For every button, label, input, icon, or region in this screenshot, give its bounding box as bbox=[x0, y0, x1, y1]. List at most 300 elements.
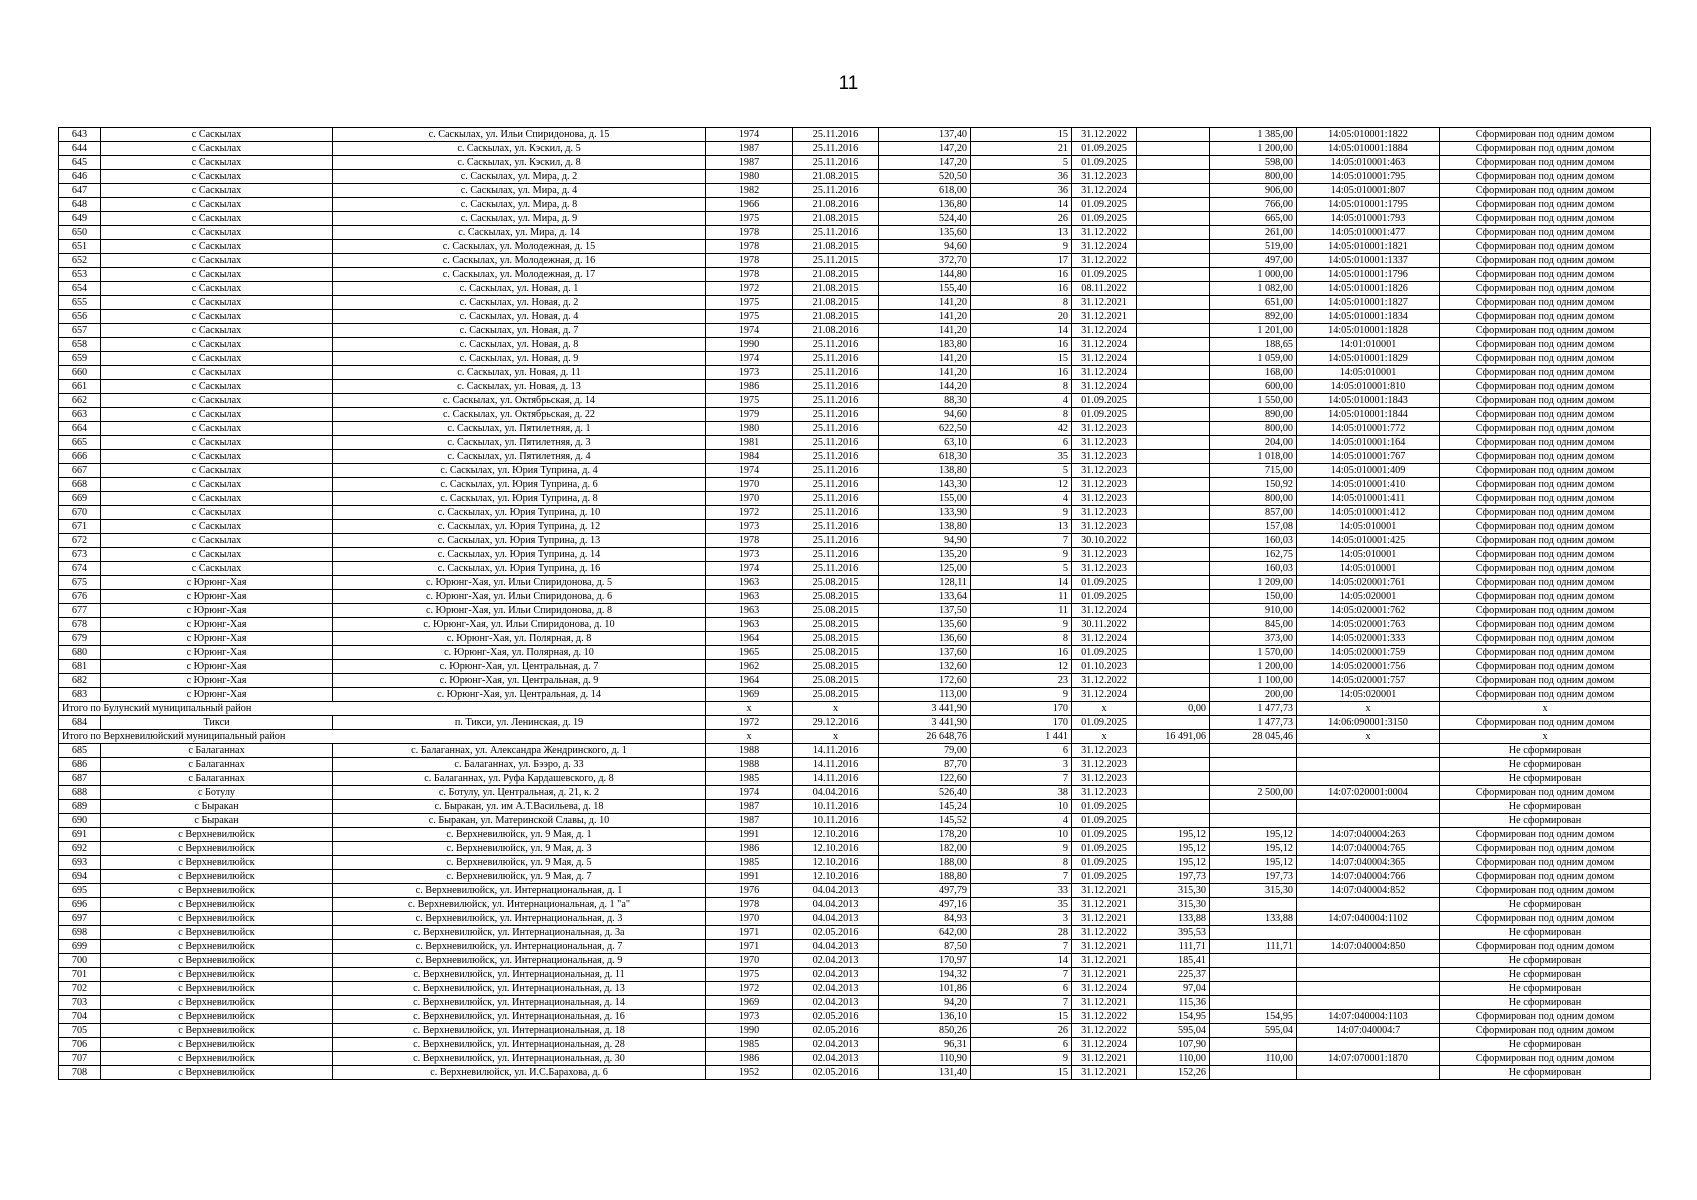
row-number-cell: 644 bbox=[59, 142, 101, 156]
land-area-cell: 1 059,00 bbox=[1210, 352, 1297, 366]
address-cell: с. Саскылах, ул. Новая, д. 13 bbox=[333, 380, 706, 394]
address-cell: с. Верхневилюйск, ул. Интернациональная, д. 14 bbox=[333, 996, 706, 1010]
land-status-cell: Сформирован под одним домом bbox=[1440, 198, 1651, 212]
area-cell: 145,52 bbox=[879, 814, 971, 828]
table-row bbox=[59, 1010, 1651, 1024]
subtotal-residents-cell: 1 441 bbox=[971, 730, 1072, 744]
settlement-cell: с Верхневилюйск bbox=[101, 912, 333, 926]
cost-a-cell bbox=[1137, 450, 1210, 464]
recognition-date-cell: 25.11.2016 bbox=[793, 492, 879, 506]
area-cell: 138,80 bbox=[879, 520, 971, 534]
table-row bbox=[59, 338, 1651, 352]
cost-a-cell bbox=[1137, 478, 1210, 492]
construction-year-cell: 1990 bbox=[706, 1024, 793, 1038]
construction-year-cell: 1974 bbox=[706, 128, 793, 142]
table-row bbox=[59, 772, 1651, 786]
settlement-cell: с Балаганнах bbox=[101, 758, 333, 772]
residents-cell: 14 bbox=[971, 324, 1072, 338]
recognition-date-cell: 25.11.2016 bbox=[793, 562, 879, 576]
land-area-cell: 160,03 bbox=[1210, 534, 1297, 548]
cost-a-cell bbox=[1137, 156, 1210, 170]
land-status-cell: Сформирован под одним домом bbox=[1440, 912, 1651, 926]
settlement-cell: с Верхневилюйск bbox=[101, 856, 333, 870]
area-cell: 155,00 bbox=[879, 492, 971, 506]
row-number-cell: 645 bbox=[59, 156, 101, 170]
recognition-date-cell: 29.12.2016 bbox=[793, 716, 879, 730]
land-status-cell: Сформирован под одним домом bbox=[1440, 282, 1651, 296]
relocation-deadline-cell: 31.12.2023 bbox=[1072, 422, 1137, 436]
area-cell: 87,70 bbox=[879, 758, 971, 772]
settlement-cell: с Саскылах bbox=[101, 184, 333, 198]
cost-a-cell bbox=[1137, 170, 1210, 184]
address-cell: с. Верхневилюйск, ул. Интернациональная, д. 28 bbox=[333, 1038, 706, 1052]
land-area-cell: 766,00 bbox=[1210, 198, 1297, 212]
cost-a-cell bbox=[1137, 590, 1210, 604]
residents-cell: 4 bbox=[971, 814, 1072, 828]
construction-year-cell: 1974 bbox=[706, 786, 793, 800]
address-cell: с. Верхневилюйск, ул. Интернациональная, д. 16 bbox=[333, 1010, 706, 1024]
land-area-cell bbox=[1210, 1066, 1297, 1080]
subtotal-row-verkhnevilyuysky bbox=[59, 730, 1651, 744]
relocation-deadline-cell: 31.12.2021 bbox=[1072, 310, 1137, 324]
construction-year-cell: 1978 bbox=[706, 268, 793, 282]
address-cell: с. Верхневилюйск, ул. Интернациональная, д. 13 bbox=[333, 982, 706, 996]
settlement-cell: с Саскылах bbox=[101, 380, 333, 394]
cost-a-cell: 111,71 bbox=[1137, 940, 1210, 954]
land-area-cell: 665,00 bbox=[1210, 212, 1297, 226]
settlement-cell: с Балаганнах bbox=[101, 772, 333, 786]
construction-year-cell: 1972 bbox=[706, 506, 793, 520]
row-number-cell: 653 bbox=[59, 268, 101, 282]
cost-a-cell: 225,37 bbox=[1137, 968, 1210, 982]
construction-year-cell: 1973 bbox=[706, 520, 793, 534]
relocation-deadline-cell: 31.12.2022 bbox=[1072, 674, 1137, 688]
table-row bbox=[59, 324, 1651, 338]
residents-cell: 13 bbox=[971, 520, 1072, 534]
land-status-cell: Сформирован под одним домом bbox=[1440, 450, 1651, 464]
table-row bbox=[59, 520, 1651, 534]
row-number-cell: 654 bbox=[59, 282, 101, 296]
residents-cell: 35 bbox=[971, 450, 1072, 464]
cost-a-cell: 395,53 bbox=[1137, 926, 1210, 940]
cost-a-cell bbox=[1137, 254, 1210, 268]
land-status-cell: Сформирован под одним домом bbox=[1440, 1052, 1651, 1066]
construction-year-cell: 1976 bbox=[706, 884, 793, 898]
recognition-date-cell: 02.05.2016 bbox=[793, 1066, 879, 1080]
address-cell: с. Саскылах, ул. Новая, д. 4 bbox=[333, 310, 706, 324]
area-cell: 172,60 bbox=[879, 674, 971, 688]
row-number-cell: 663 bbox=[59, 408, 101, 422]
recognition-date-cell: 02.05.2016 bbox=[793, 926, 879, 940]
residents-cell: 8 bbox=[971, 296, 1072, 310]
row-number-cell: 691 bbox=[59, 828, 101, 842]
relocation-deadline-cell: 31.12.2024 bbox=[1072, 632, 1137, 646]
cost-a-cell bbox=[1137, 366, 1210, 380]
subtotal-residents-cell: 170 bbox=[971, 702, 1072, 716]
cadastral-number-cell: 14:07:040004:852 bbox=[1297, 884, 1440, 898]
recognition-date-cell: 25.08.2015 bbox=[793, 632, 879, 646]
relocation-deadline-cell: 31.12.2021 bbox=[1072, 954, 1137, 968]
land-area-cell bbox=[1210, 814, 1297, 828]
residents-cell: 6 bbox=[971, 1038, 1072, 1052]
subtotal-cost-a-cell: 16 491,06 bbox=[1137, 730, 1210, 744]
address-cell: с. Саскылах, ул. Мира, д. 2 bbox=[333, 170, 706, 184]
land-status-cell: Сформирован под одним домом bbox=[1440, 128, 1651, 142]
construction-year-cell: 1985 bbox=[706, 772, 793, 786]
cadastral-number-cell: 14:07:040004:765 bbox=[1297, 842, 1440, 856]
land-status-cell: Сформирован под одним домом bbox=[1440, 576, 1651, 590]
land-area-cell: 595,04 bbox=[1210, 1024, 1297, 1038]
area-cell: 141,20 bbox=[879, 296, 971, 310]
residents-cell: 14 bbox=[971, 954, 1072, 968]
area-cell: 94,90 bbox=[879, 534, 971, 548]
land-status-cell: Сформирован под одним домом bbox=[1440, 422, 1651, 436]
area-cell: 122,60 bbox=[879, 772, 971, 786]
relocation-deadline-cell: 31.12.2023 bbox=[1072, 548, 1137, 562]
construction-year-cell: 1987 bbox=[706, 814, 793, 828]
cadastral-number-cell: 14:05:010001:1337 bbox=[1297, 254, 1440, 268]
address-cell: с. Саскылах, ул. Мира, д. 4 bbox=[333, 184, 706, 198]
recognition-date-cell: 14.11.2016 bbox=[793, 772, 879, 786]
relocation-deadline-cell: 01.09.2025 bbox=[1072, 870, 1137, 884]
recognition-date-cell: 25.08.2015 bbox=[793, 688, 879, 702]
address-cell: с. Саскылах, ул. Юрия Туприна, д. 10 bbox=[333, 506, 706, 520]
area-cell: 520,50 bbox=[879, 170, 971, 184]
table-row bbox=[59, 954, 1651, 968]
settlement-cell: с Саскылах bbox=[101, 324, 333, 338]
cost-a-cell bbox=[1137, 296, 1210, 310]
area-cell: 94,60 bbox=[879, 240, 971, 254]
relocation-deadline-cell: 31.12.2022 bbox=[1072, 226, 1137, 240]
cadastral-number-cell: 14:05:010001:410 bbox=[1297, 478, 1440, 492]
cadastral-number-cell: 14:05:010001:1844 bbox=[1297, 408, 1440, 422]
area-cell: 188,80 bbox=[879, 870, 971, 884]
area-cell: 188,00 bbox=[879, 856, 971, 870]
area-cell: 137,60 bbox=[879, 646, 971, 660]
row-number-cell: 690 bbox=[59, 814, 101, 828]
address-cell: с. Саскылах, ул. Молодежная, д. 16 bbox=[333, 254, 706, 268]
subtotal-cost-a-cell: 0,00 bbox=[1137, 702, 1210, 716]
address-cell: с. Юрюнг-Хая, ул. Ильи Спиридонова, д. 5 bbox=[333, 576, 706, 590]
land-area-cell: 1 018,00 bbox=[1210, 450, 1297, 464]
recognition-date-cell: 12.10.2016 bbox=[793, 828, 879, 842]
subtotal-land-status-cell: х bbox=[1440, 730, 1651, 744]
table-row bbox=[59, 982, 1651, 996]
cost-a-cell bbox=[1137, 716, 1210, 730]
settlement-cell: с Саскылах bbox=[101, 352, 333, 366]
relocation-deadline-cell: 31.12.2024 bbox=[1072, 1038, 1137, 1052]
settlement-cell: с Верхневилюйск bbox=[101, 1024, 333, 1038]
residents-cell: 9 bbox=[971, 688, 1072, 702]
relocation-deadline-cell: 31.12.2023 bbox=[1072, 436, 1137, 450]
cadastral-number-cell bbox=[1297, 814, 1440, 828]
land-area-cell: 800,00 bbox=[1210, 492, 1297, 506]
address-cell: с. Верхневилюйск, ул. Интернациональная, д. 1 bbox=[333, 884, 706, 898]
residents-cell: 21 bbox=[971, 142, 1072, 156]
cost-a-cell bbox=[1137, 618, 1210, 632]
area-cell: 136,60 bbox=[879, 632, 971, 646]
cadastral-number-cell: 14:05:010001:409 bbox=[1297, 464, 1440, 478]
row-number-cell: 647 bbox=[59, 184, 101, 198]
land-status-cell: Сформирован под одним домом bbox=[1440, 310, 1651, 324]
recognition-date-cell: 25.11.2016 bbox=[793, 520, 879, 534]
settlement-cell: с Верхневилюйск bbox=[101, 940, 333, 954]
cadastral-number-cell: 14:05:010001:1827 bbox=[1297, 296, 1440, 310]
cadastral-number-cell: 14:05:010001:767 bbox=[1297, 450, 1440, 464]
residents-cell: 36 bbox=[971, 184, 1072, 198]
row-number-cell: 701 bbox=[59, 968, 101, 982]
area-cell: 372,70 bbox=[879, 254, 971, 268]
land-area-cell: 195,12 bbox=[1210, 856, 1297, 870]
table-row bbox=[59, 408, 1651, 422]
subtotal-relocation-deadline-cell: х bbox=[1072, 730, 1137, 744]
row-number-cell: 693 bbox=[59, 856, 101, 870]
area-cell: 88,30 bbox=[879, 394, 971, 408]
settlement-cell: с Верхневилюйск bbox=[101, 954, 333, 968]
address-cell: с. Верхневилюйск, ул. Интернациональная, д. 9 bbox=[333, 954, 706, 968]
cadastral-number-cell: 14:05:010001:807 bbox=[1297, 184, 1440, 198]
area-cell: 618,00 bbox=[879, 184, 971, 198]
area-cell: 144,20 bbox=[879, 380, 971, 394]
settlement-cell: Тикси bbox=[101, 716, 333, 730]
table-row bbox=[59, 604, 1651, 618]
settlement-cell: с Саскылах bbox=[101, 422, 333, 436]
recognition-date-cell: 21.08.2015 bbox=[793, 310, 879, 324]
land-area-cell: 195,12 bbox=[1210, 828, 1297, 842]
table-row bbox=[59, 240, 1651, 254]
cost-a-cell: 133,88 bbox=[1137, 912, 1210, 926]
row-number-cell: 699 bbox=[59, 940, 101, 954]
address-cell: с. Саскылах, ул. Молодежная, д. 15 bbox=[333, 240, 706, 254]
relocation-deadline-cell: 01.09.2025 bbox=[1072, 856, 1137, 870]
area-cell: 96,31 bbox=[879, 1038, 971, 1052]
address-cell: с. Юрюнг-Хая, ул. Ильи Спиридонова, д. 6 bbox=[333, 590, 706, 604]
row-number-cell: 659 bbox=[59, 352, 101, 366]
land-area-cell: 197,73 bbox=[1210, 870, 1297, 884]
relocation-deadline-cell: 31.12.2023 bbox=[1072, 744, 1137, 758]
recognition-date-cell: 25.11.2016 bbox=[793, 436, 879, 450]
cadastral-number-cell: 14:05:020001:333 bbox=[1297, 632, 1440, 646]
construction-year-cell: 1980 bbox=[706, 422, 793, 436]
residents-cell: 7 bbox=[971, 772, 1072, 786]
recognition-date-cell: 25.11.2016 bbox=[793, 128, 879, 142]
page-number: 11 bbox=[838, 73, 859, 94]
construction-year-cell: 1986 bbox=[706, 842, 793, 856]
residents-cell: 12 bbox=[971, 660, 1072, 674]
settlement-cell: с Юрюнг-Хая bbox=[101, 576, 333, 590]
cadastral-number-cell: 14:07:040004:850 bbox=[1297, 940, 1440, 954]
address-cell: с. Саскылах, ул. Октябрьская, д. 22 bbox=[333, 408, 706, 422]
construction-year-cell: 1972 bbox=[706, 282, 793, 296]
area-cell: 141,20 bbox=[879, 352, 971, 366]
address-cell: с. Саскылах, ул. Новая, д. 2 bbox=[333, 296, 706, 310]
area-cell: 526,40 bbox=[879, 786, 971, 800]
area-cell: 618,30 bbox=[879, 450, 971, 464]
address-cell: с. Ботулу, ул. Центральная, д. 21, к. 2 bbox=[333, 786, 706, 800]
address-cell: с. Быракан, ул. Материнской Славы, д. 10 bbox=[333, 814, 706, 828]
recognition-date-cell: 12.10.2016 bbox=[793, 842, 879, 856]
area-cell: 143,30 bbox=[879, 478, 971, 492]
land-status-cell: Сформирован под одним домом bbox=[1440, 646, 1651, 660]
land-area-cell: 315,30 bbox=[1210, 884, 1297, 898]
residents-cell: 26 bbox=[971, 212, 1072, 226]
construction-year-cell: 1973 bbox=[706, 1010, 793, 1024]
address-cell: с. Юрюнг-Хая, ул. Полярная, д. 8 bbox=[333, 632, 706, 646]
cadastral-number-cell: 14:05:020001:756 bbox=[1297, 660, 1440, 674]
address-cell: с. Быракан, ул. им А.Т.Васильева, д. 18 bbox=[333, 800, 706, 814]
table-row bbox=[59, 912, 1651, 926]
cadastral-number-cell: 14:05:010001:1843 bbox=[1297, 394, 1440, 408]
cadastral-number-cell: 14:05:020001:761 bbox=[1297, 576, 1440, 590]
land-area-cell: 200,00 bbox=[1210, 688, 1297, 702]
address-cell: с. Юрюнг-Хая, ул. Полярная, д. 10 bbox=[333, 646, 706, 660]
construction-year-cell: 1970 bbox=[706, 478, 793, 492]
area-cell: 137,40 bbox=[879, 128, 971, 142]
land-area-cell: 160,03 bbox=[1210, 562, 1297, 576]
cost-a-cell bbox=[1137, 758, 1210, 772]
recognition-date-cell: 02.04.2013 bbox=[793, 1038, 879, 1052]
area-cell: 183,80 bbox=[879, 338, 971, 352]
settlement-cell: с Саскылах bbox=[101, 492, 333, 506]
land-status-cell: Сформирован под одним домом bbox=[1440, 296, 1651, 310]
cadastral-number-cell: 14:05:010001:1884 bbox=[1297, 142, 1440, 156]
cadastral-number-cell bbox=[1297, 772, 1440, 786]
land-status-cell: Сформирован под одним домом bbox=[1440, 170, 1651, 184]
address-cell: с. Саскылах, ул. Кэскил, д. 5 bbox=[333, 142, 706, 156]
table-row bbox=[59, 884, 1651, 898]
relocation-deadline-cell: 31.12.2023 bbox=[1072, 506, 1137, 520]
subtotal-area-cell: 26 648,76 bbox=[879, 730, 971, 744]
area-cell: 101,86 bbox=[879, 982, 971, 996]
residents-cell: 6 bbox=[971, 436, 1072, 450]
row-number-cell: 696 bbox=[59, 898, 101, 912]
recognition-date-cell: 25.11.2016 bbox=[793, 156, 879, 170]
area-cell: 133,64 bbox=[879, 590, 971, 604]
row-number-cell: 682 bbox=[59, 674, 101, 688]
construction-year-cell: 1962 bbox=[706, 660, 793, 674]
recognition-date-cell: 25.11.2016 bbox=[793, 450, 879, 464]
row-number-cell: 698 bbox=[59, 926, 101, 940]
area-cell: 136,10 bbox=[879, 1010, 971, 1024]
recognition-date-cell: 25.11.2016 bbox=[793, 380, 879, 394]
cadastral-number-cell: 14:05:020001 bbox=[1297, 590, 1440, 604]
land-status-cell: Сформирован под одним домом bbox=[1440, 492, 1651, 506]
table-row bbox=[59, 870, 1651, 884]
relocation-deadline-cell: 31.12.2024 bbox=[1072, 366, 1137, 380]
relocation-deadline-cell: 01.09.2025 bbox=[1072, 590, 1137, 604]
land-status-cell: Не сформирован bbox=[1440, 982, 1651, 996]
address-cell: с. Верхневилюйск, ул. Интернациональная, д. 1 "а" bbox=[333, 898, 706, 912]
table-row bbox=[59, 926, 1651, 940]
area-cell: 850,26 bbox=[879, 1024, 971, 1038]
recognition-date-cell: 25.08.2015 bbox=[793, 674, 879, 688]
row-number-cell: 683 bbox=[59, 688, 101, 702]
cadastral-number-cell: 14:05:010001:1822 bbox=[1297, 128, 1440, 142]
area-cell: 138,80 bbox=[879, 464, 971, 478]
land-status-cell: Сформирован под одним домом bbox=[1440, 142, 1651, 156]
recognition-date-cell: 02.05.2016 bbox=[793, 1024, 879, 1038]
cost-a-cell: 185,41 bbox=[1137, 954, 1210, 968]
area-cell: 135,60 bbox=[879, 618, 971, 632]
settlement-cell: с Быракан bbox=[101, 814, 333, 828]
settlement-cell: с Верхневилюйск bbox=[101, 884, 333, 898]
recognition-date-cell: 10.11.2016 bbox=[793, 814, 879, 828]
cadastral-number-cell: 14:07:040004:1102 bbox=[1297, 912, 1440, 926]
address-cell: с. Верхневилюйск, ул. Интернациональная, д. 3а bbox=[333, 926, 706, 940]
address-cell: с. Саскылах, ул. Ильи Спиридонова, д. 15 bbox=[333, 128, 706, 142]
row-number-cell: 674 bbox=[59, 562, 101, 576]
relocation-deadline-cell: 31.12.2023 bbox=[1072, 520, 1137, 534]
subtotal-recognition-date-cell: х bbox=[793, 730, 879, 744]
residents-cell: 9 bbox=[971, 618, 1072, 632]
land-area-cell: 150,00 bbox=[1210, 590, 1297, 604]
land-status-cell: Сформирован под одним домом bbox=[1440, 590, 1651, 604]
land-status-cell: Сформирован под одним домом bbox=[1440, 268, 1651, 282]
land-area-cell: 845,00 bbox=[1210, 618, 1297, 632]
residents-cell: 8 bbox=[971, 380, 1072, 394]
row-number-cell: 667 bbox=[59, 464, 101, 478]
relocation-deadline-cell: 31.12.2024 bbox=[1072, 338, 1137, 352]
land-status-cell: Не сформирован bbox=[1440, 968, 1651, 982]
settlement-cell: с Юрюнг-Хая bbox=[101, 590, 333, 604]
row-number-cell: 702 bbox=[59, 982, 101, 996]
construction-year-cell: 1975 bbox=[706, 296, 793, 310]
cadastral-number-cell bbox=[1297, 800, 1440, 814]
settlement-cell: с Саскылах bbox=[101, 366, 333, 380]
land-area-cell bbox=[1210, 800, 1297, 814]
cost-a-cell bbox=[1137, 632, 1210, 646]
land-area-cell: 133,88 bbox=[1210, 912, 1297, 926]
address-cell: с. Саскылах, ул. Пятилетняя, д. 1 bbox=[333, 422, 706, 436]
settlement-cell: с Саскылах bbox=[101, 534, 333, 548]
area-cell: 87,50 bbox=[879, 940, 971, 954]
row-number-cell: 708 bbox=[59, 1066, 101, 1080]
cost-a-cell bbox=[1137, 128, 1210, 142]
construction-year-cell: 1971 bbox=[706, 926, 793, 940]
cadastral-number-cell: 14:05:010001 bbox=[1297, 366, 1440, 380]
residents-cell: 14 bbox=[971, 576, 1072, 590]
row-number-cell: 650 bbox=[59, 226, 101, 240]
table-row bbox=[59, 128, 1651, 142]
land-status-cell: Сформирован под одним домом bbox=[1440, 870, 1651, 884]
cost-a-cell bbox=[1137, 520, 1210, 534]
table-row bbox=[59, 968, 1651, 982]
recognition-date-cell: 25.11.2016 bbox=[793, 506, 879, 520]
land-area-cell: 910,00 bbox=[1210, 604, 1297, 618]
cadastral-number-cell bbox=[1297, 1066, 1440, 1080]
construction-year-cell: 1963 bbox=[706, 576, 793, 590]
area-cell: 3 441,90 bbox=[879, 716, 971, 730]
relocation-deadline-cell: 31.12.2021 bbox=[1072, 884, 1137, 898]
area-cell: 497,79 bbox=[879, 884, 971, 898]
area-cell: 133,90 bbox=[879, 506, 971, 520]
construction-year-cell: 1982 bbox=[706, 184, 793, 198]
relocation-deadline-cell: 31.12.2024 bbox=[1072, 240, 1137, 254]
land-status-cell: Сформирован под одним домом bbox=[1440, 506, 1651, 520]
row-number-cell: 670 bbox=[59, 506, 101, 520]
construction-year-cell: 1978 bbox=[706, 254, 793, 268]
cost-a-cell bbox=[1137, 800, 1210, 814]
settlement-cell: с Быракан bbox=[101, 800, 333, 814]
area-cell: 110,90 bbox=[879, 1052, 971, 1066]
residents-cell: 11 bbox=[971, 604, 1072, 618]
cost-a-cell: 315,30 bbox=[1137, 884, 1210, 898]
address-cell: с. Верхневилюйск, ул. Интернациональная, д. 7 bbox=[333, 940, 706, 954]
row-number-cell: 665 bbox=[59, 436, 101, 450]
area-cell: 136,80 bbox=[879, 198, 971, 212]
cost-a-cell bbox=[1137, 142, 1210, 156]
land-area-cell: 1 200,00 bbox=[1210, 142, 1297, 156]
